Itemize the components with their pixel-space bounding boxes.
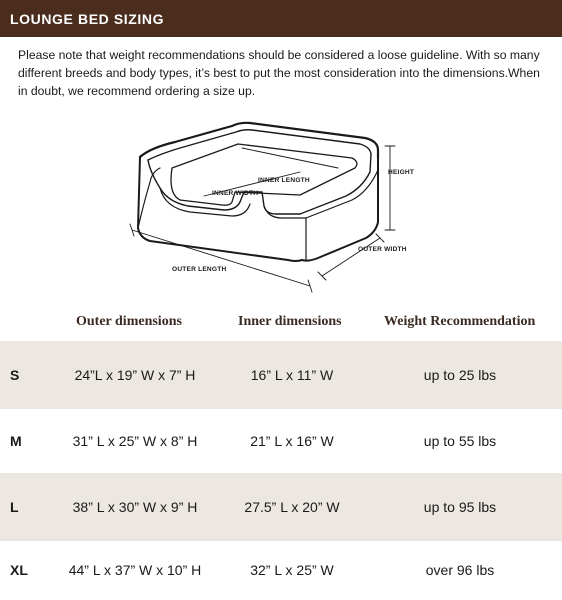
intro-text: Please note that weight recommendations should be considered a loose guideline. With so many different breeds and body types, it’s best to put the most consideration into the dimensions.When in doubt, we recommend ordering a size up.: [18, 48, 540, 98]
inner-dimensions: 27.5” L x 20” W: [244, 499, 340, 515]
size-label: XL: [10, 561, 28, 578]
column-header-outer: Outer dimensions: [76, 314, 182, 329]
size-label: M: [10, 433, 22, 449]
inner-dimensions: 21” L x 16” W: [250, 433, 334, 449]
outer-dimensions: 24”L x 19” W x 7” H: [74, 367, 196, 383]
weight-recommendation: over 96 lbs: [425, 561, 495, 578]
bed-illustration: [0, 110, 562, 300]
table-row: [0, 539, 562, 600]
page-header: [0, 0, 562, 37]
inner-dimensions: 32” L x 25” W: [250, 561, 334, 578]
outer-dimensions: 31” L x 25” W x 8” H: [72, 433, 198, 449]
bed-inner-floor: [171, 144, 357, 205]
inner-length-label: INNER LENGTH: [258, 177, 310, 184]
outer-dimensions: 44” L x 37” W x 10” H: [68, 561, 202, 578]
weight-recommendation: up to 55 lbs: [423, 433, 497, 449]
size-label: S: [10, 367, 20, 383]
height-label: HEIGHT: [388, 169, 415, 176]
inner-width-label: INNER WIDTH: [212, 190, 259, 197]
outer-dimensions: 38” L x 30” W x 9” H: [72, 499, 198, 515]
weight-recommendation: up to 25 lbs: [423, 367, 497, 383]
column-header-weight: Weight Recommendation: [384, 314, 536, 329]
outer-width-label: OUTER WIDTH: [358, 246, 407, 253]
bed-back-rim: [140, 123, 378, 158]
outer-length-label: OUTER LENGTH: [172, 266, 227, 273]
header-title: LOUNGE BED SIZING: [10, 10, 165, 27]
weight-recommendation: up to 95 lbs: [423, 499, 497, 515]
table-row: [0, 473, 562, 541]
table-header: [0, 312, 562, 336]
table-row: [0, 341, 562, 409]
inner-dimensions: 16” L x 11” W: [250, 367, 334, 383]
table-row: [0, 407, 562, 475]
bed-diagram: [0, 110, 562, 300]
size-label: L: [10, 499, 19, 515]
column-header-inner: Inner dimensions: [238, 314, 342, 329]
